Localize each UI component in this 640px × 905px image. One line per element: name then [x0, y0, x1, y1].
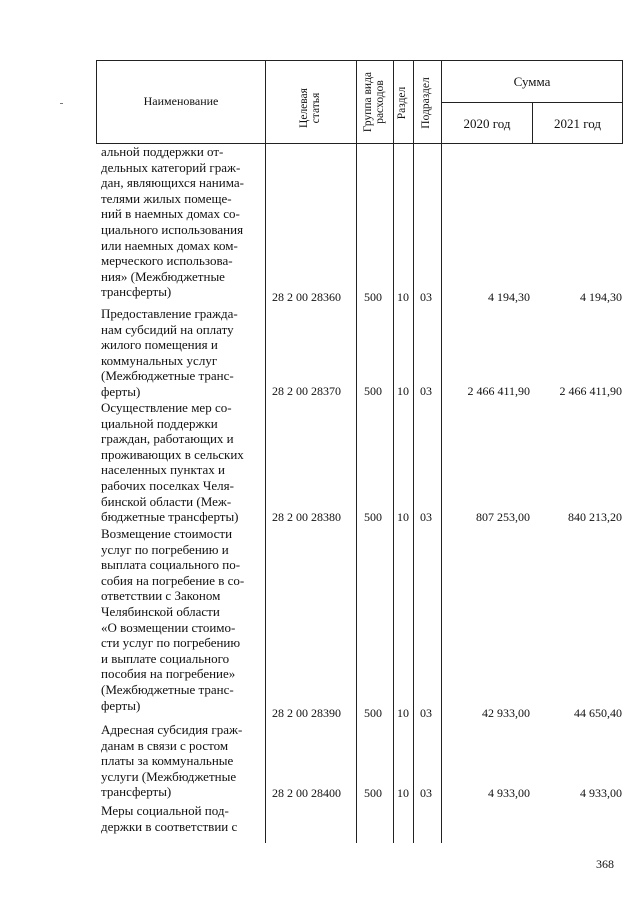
row-sum-2020: 4 933,00	[488, 786, 530, 800]
row-group: 500	[364, 706, 382, 720]
row-sum-2021: 44 650,40	[574, 706, 622, 720]
row-name: альной поддержки от- дельных категорий граж- дан, являющихся нанима- телями жилых помеще- ний в наемных домах со- циального использования или наемных домах ком- мерческого использова- ния» (Межбюджетные трансферты)	[101, 144, 244, 300]
row-group: 500	[364, 384, 382, 398]
column-divider	[393, 143, 394, 843]
row-sum-2020: 42 933,00	[482, 706, 530, 720]
row-group: 500	[364, 510, 382, 524]
page-number: 368	[596, 857, 614, 871]
row-section: 10	[397, 290, 409, 304]
row-section: 10	[397, 786, 409, 800]
row-sum-2020: 2 466 411,90	[467, 384, 530, 398]
row-subsection: 03	[420, 706, 432, 720]
header-subsection-label: Подраздел	[420, 77, 432, 129]
header-sum-label: Сумма	[513, 74, 551, 89]
row-subsection: 03	[420, 510, 432, 524]
row-subsection: 03	[420, 384, 432, 398]
row-sum-2021: 4 933,00	[580, 786, 622, 800]
row-article: 28 2 00 28370	[272, 384, 341, 398]
row-article: 28 2 00 28360	[272, 290, 341, 304]
row-group: 500	[364, 290, 382, 304]
row-article: 28 2 00 28400	[272, 786, 341, 800]
header-group-label: Группа вида расходов	[362, 71, 386, 133]
column-divider	[356, 143, 357, 843]
row-name: Предоставление граждa- нам субсидий на оплату жилого помещения и коммунальных услуг (Межбюджетные транс- ферты)	[101, 306, 238, 399]
header-section-label: Раздел	[396, 86, 408, 120]
row-article: 28 2 00 28390	[272, 706, 341, 720]
row-sum-2021: 840 213,20	[568, 510, 622, 524]
row-subsection: 03	[420, 290, 432, 304]
row-sum-2021: 2 466 411,90	[559, 384, 622, 398]
row-sum-2021: 4 194,30	[580, 290, 622, 304]
header-year2-label: 2021 год	[554, 116, 601, 131]
scan-mark	[60, 103, 63, 104]
row-section: 10	[397, 510, 409, 524]
column-divider	[413, 143, 414, 843]
row-sum-2020: 4 194,30	[488, 290, 530, 304]
column-divider	[265, 143, 266, 843]
row-group: 500	[364, 786, 382, 800]
row-sum-2020: 807 253,00	[476, 510, 530, 524]
row-name: Осуществление мер со- циальной поддержки граждан, работающих и проживающих в сельских населенных пунктах и рабочих поселках Челя- бинской области (Меж- бюджетные трансферты)	[101, 400, 244, 525]
row-section: 10	[397, 706, 409, 720]
header-name-label: Наименование	[143, 94, 219, 108]
row-subsection: 03	[420, 786, 432, 800]
row-section: 10	[397, 384, 409, 398]
header-year1-label: 2020 год	[463, 116, 511, 131]
row-article: 28 2 00 28380	[272, 510, 341, 524]
header-article-label: Целевая статья	[298, 88, 322, 128]
column-divider	[441, 143, 442, 843]
row-name: Возмещение стоимости услуг по погребению и выплата социального по- собия на погребение в со- ответствии с Законом Челябинской области «О возмещении стоимо- сти услуг по погребению и выплате социального пособия на погребение» (Межбюджетные транс- ферты)	[101, 526, 245, 713]
row-name: Адресная субсидия граж- данам в связи с ростом платы за коммунальные услуги (Межбюджетные трансферты)	[101, 722, 243, 800]
row-name: Меры социальной под- держки в соответствии с	[101, 803, 238, 834]
